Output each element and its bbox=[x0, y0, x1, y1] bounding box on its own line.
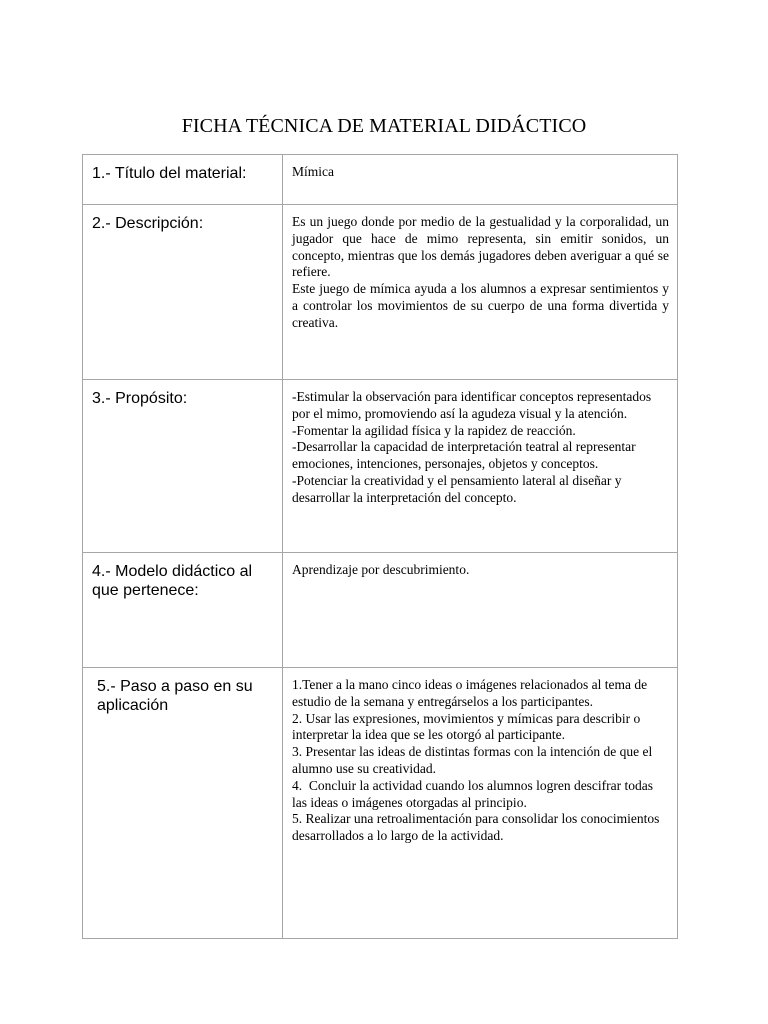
table-row-title bbox=[83, 155, 678, 205]
step-item: 3. Presentar las ideas de distintas formas con la intención de que el alumno use su creatividad. bbox=[292, 744, 653, 776]
step-item: 2. Usar las expresiones, movimientos y mímicas para describir o interpretar la idea que se les otorgó al participante. bbox=[292, 710, 641, 743]
row-label-purpose: 3.- Propósito: bbox=[92, 390, 188, 407]
purpose-item: -Potenciar la creatividad y el pensamiento lateral al diseñar y desarrollar la interpretación del concepto. bbox=[292, 472, 622, 505]
row-value-title bbox=[283, 155, 677, 181]
value-cell bbox=[283, 668, 678, 939]
label-cell bbox=[83, 380, 283, 553]
table-row-purpose bbox=[83, 380, 678, 553]
value-cell bbox=[283, 380, 678, 553]
row-value-model bbox=[283, 553, 677, 579]
table-row-model bbox=[83, 553, 678, 668]
value-cell bbox=[283, 205, 678, 380]
step-item: 1.Tener a la mano cinco ideas o imágenes relacionados al tema de estudio de la semana y entregárselos a los participantes. bbox=[292, 677, 648, 709]
row-label-description: 2.- Descripción: bbox=[92, 215, 204, 232]
description-paragraph: Este juego de mímica ayuda a los alumnos a expresar sentimientos y a controlar los movimientos de su cuerpo de una forma divertida y creativa. bbox=[292, 281, 669, 330]
table-row-steps bbox=[83, 668, 678, 939]
table-row-description bbox=[83, 205, 678, 380]
purpose-item: -Fomentar la agilidad física y la rapidez de reacción. bbox=[292, 422, 576, 438]
value-cell bbox=[283, 155, 678, 205]
row-value-steps bbox=[283, 668, 677, 845]
technical-sheet-table bbox=[82, 154, 678, 939]
label-cell bbox=[83, 155, 283, 205]
step-item: 5. Realizar una retroalimentación para consolidar los conocimientos desarrollados a lo largo de la actividad. bbox=[292, 811, 660, 844]
description-paragraph: Es un juego donde por medio de la gestualidad y la corporalidad, un jugador que hace de mimo representa, sin emitir sonidos, un concepto, mientras que los demás jugadores deben averiguar a qué se refiere. bbox=[292, 214, 669, 280]
label-cell bbox=[83, 205, 283, 380]
value-cell bbox=[283, 553, 678, 668]
label-cell bbox=[83, 553, 283, 668]
row-value-purpose bbox=[283, 380, 677, 507]
row-value-description bbox=[283, 205, 677, 332]
row-label-model: 4.- Modelo didáctico al que pertenece: bbox=[92, 563, 253, 599]
model-text: Aprendizaje por descubrimiento. bbox=[292, 562, 470, 577]
row-label-steps: 5.- Paso a paso en su aplicación bbox=[97, 678, 253, 714]
label-cell bbox=[83, 668, 283, 939]
material-title-text: Mímica bbox=[292, 164, 334, 179]
purpose-item: -Estimular la observación para identificar conceptos representados por el mimo, promoviendo así la agudeza visual y la atención. bbox=[292, 389, 652, 421]
page-title: FICHA TÉCNICA DE MATERIAL DIDÁCTICO bbox=[181, 115, 587, 137]
purpose-item: -Desarrollar la capacidad de interpretación teatral al representar emociones, intenciones, personajes, objetos y conceptos. bbox=[292, 439, 636, 472]
step-item: 4. Concluir la actividad cuando los alumnos logren descifrar todas las ideas o imágenes otorgadas al principio. bbox=[292, 777, 657, 810]
row-label-title: 1.- Título del material: bbox=[92, 165, 247, 182]
